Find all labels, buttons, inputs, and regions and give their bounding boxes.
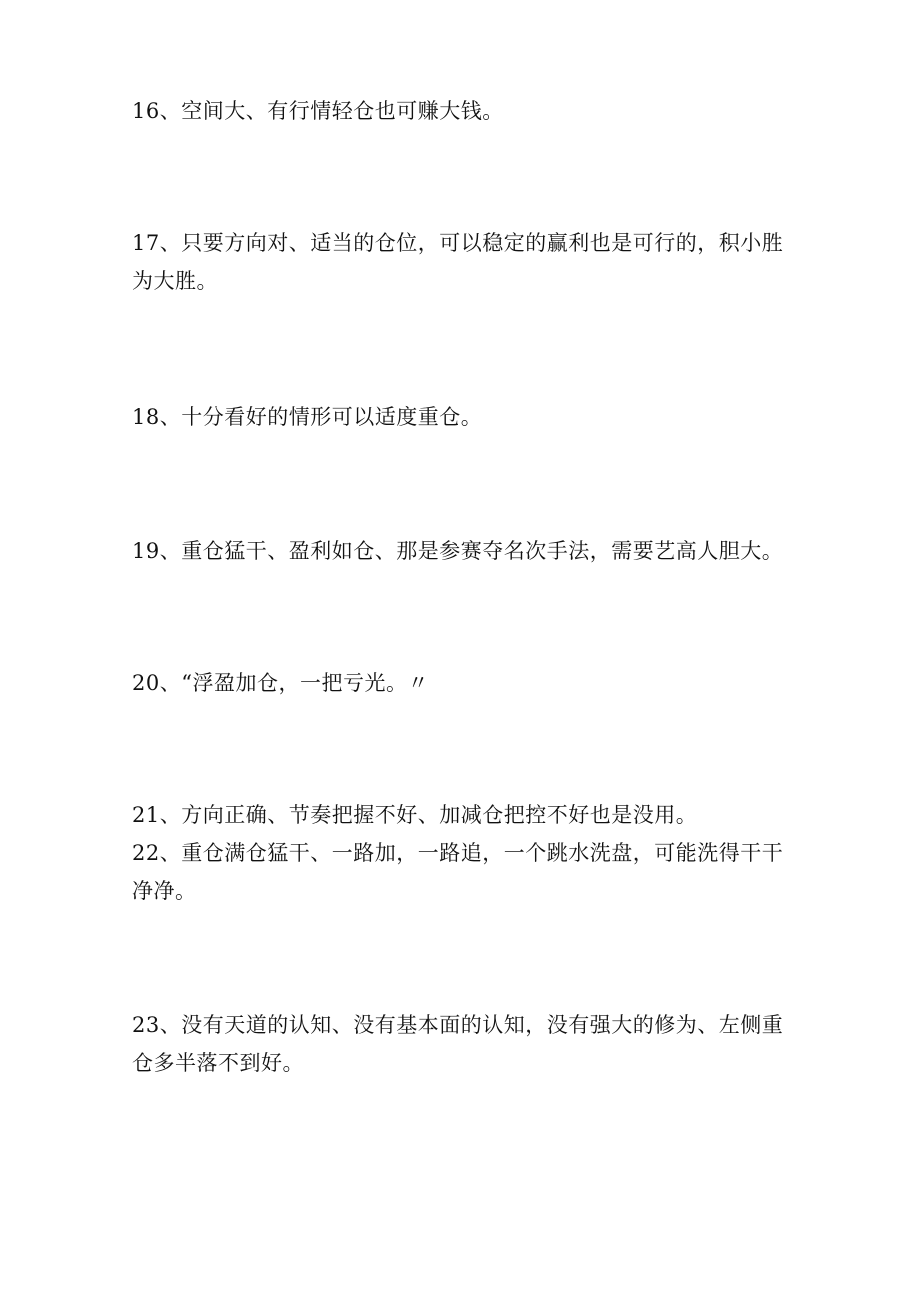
list-item-18: 18、十分看好的情形可以适度重仓。 [132,405,483,429]
list-item-21: 21、方向正确、节奏把握不好、加减仓把控不好也是没用。 [132,803,698,827]
list-item-22: 22、重仓满仓猛干、一路加，一路追，一个跳水洗盘，可能洗得干干净净。 [132,841,784,903]
list-item-17: 17、只要方向对、适当的仓位，可以稳定的赢利也是可行的，积小胜为大胜。 [132,231,784,293]
list-item-16: 16、空间大、有行情轻仓也可赚大钱。 [132,99,504,123]
list-item-19: 19、重仓猛干、盈利如仓、那是参赛夺名次手法，需要艺高人胆大。 [132,539,784,563]
list-item-20: 20、“浮盈加仓，一把亏光。〃 [132,671,429,695]
list-item-23: 23、没有天道的认知、没有基本面的认知，没有强大的修为、左侧重仓多半落不到好。 [132,1013,784,1075]
